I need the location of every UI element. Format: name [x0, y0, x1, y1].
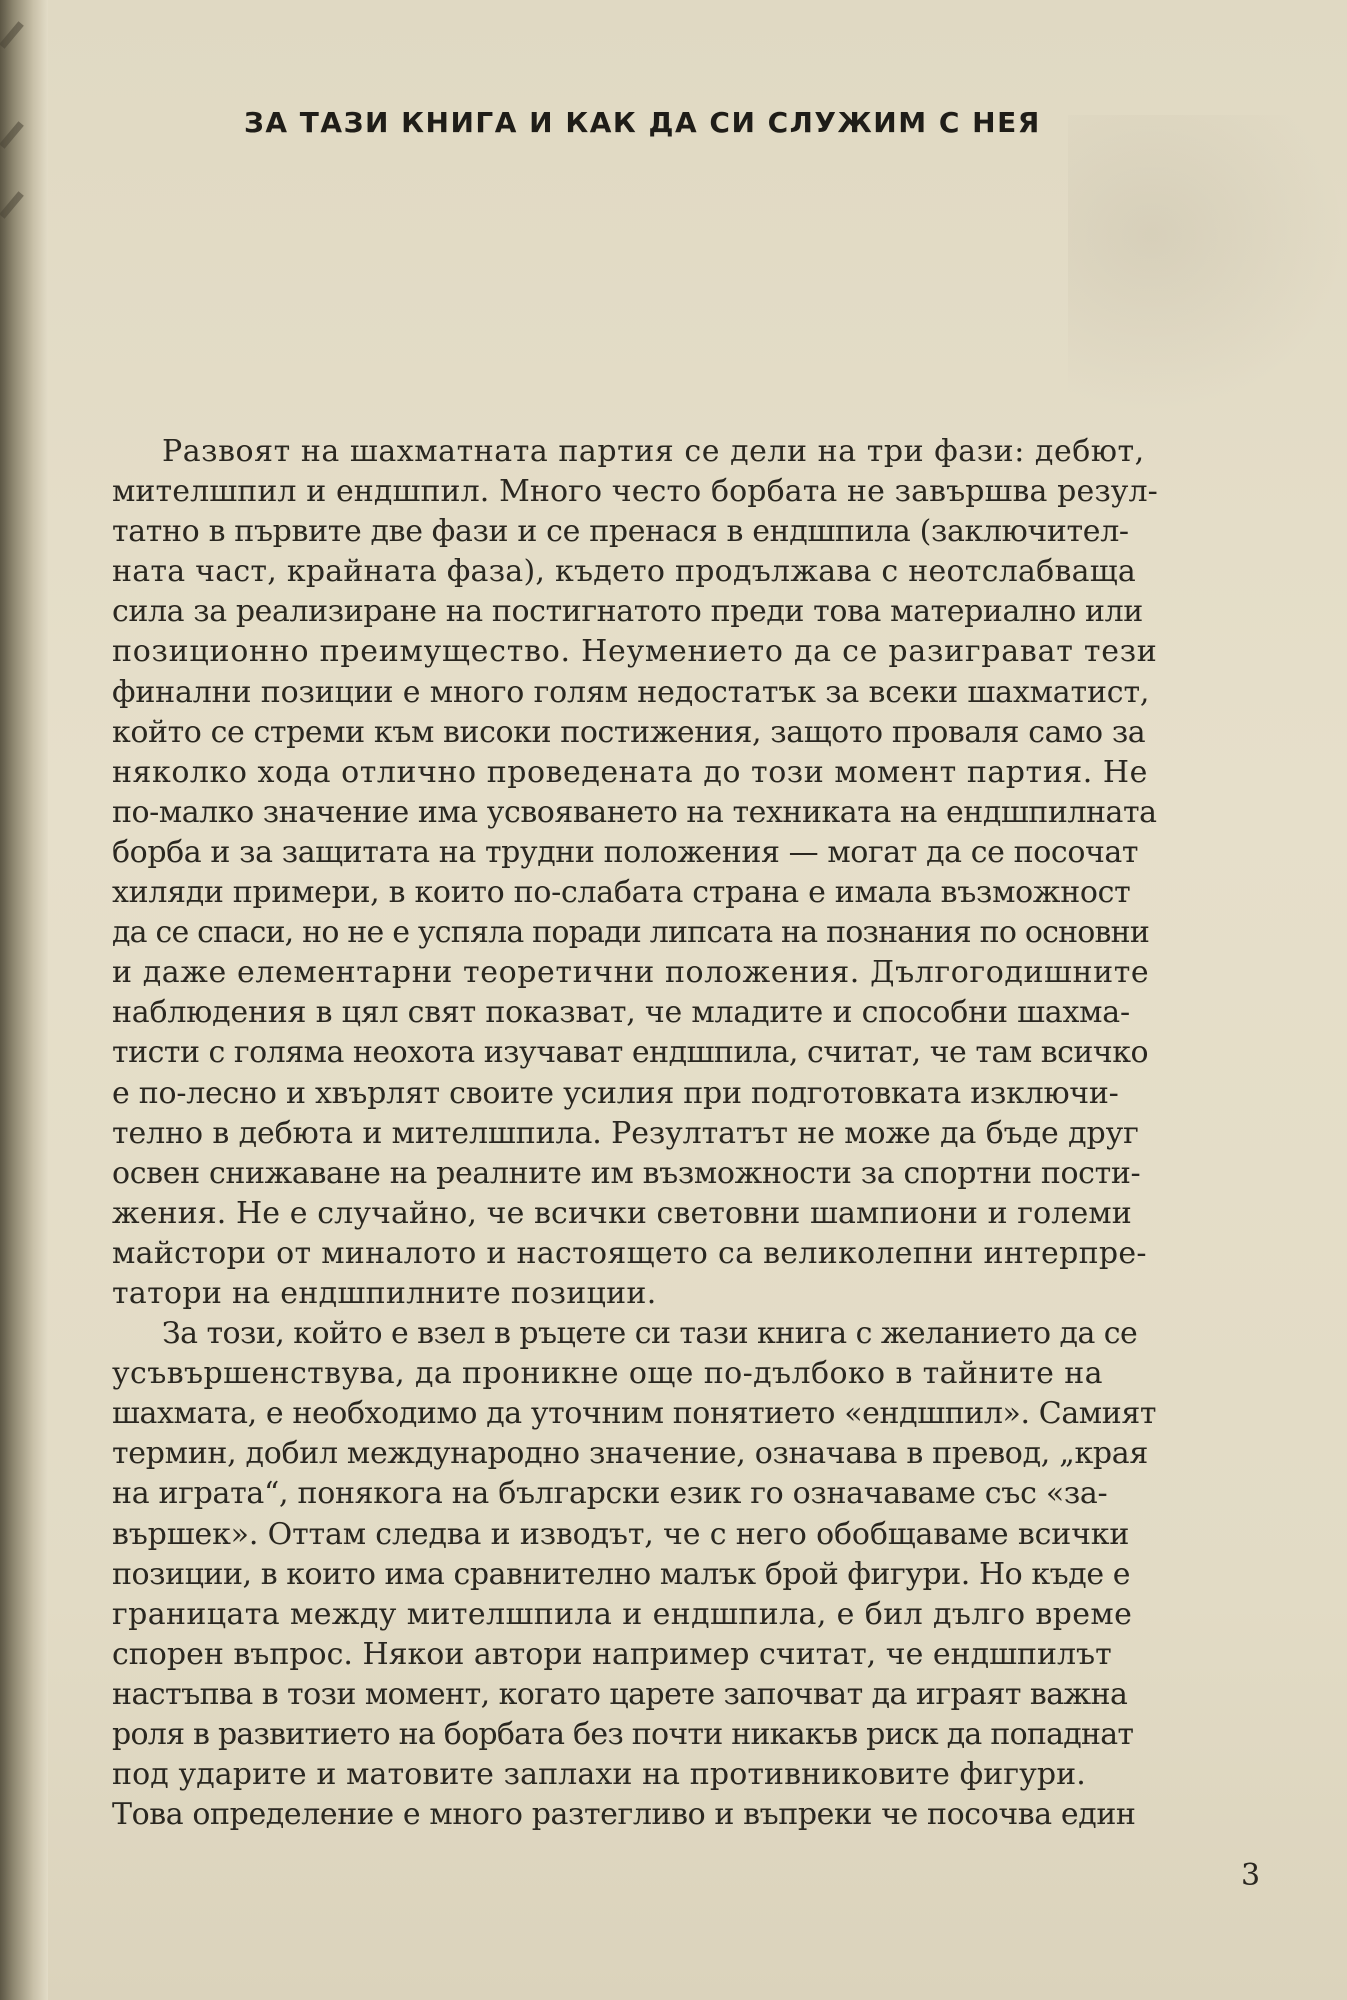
- text-line: Това определение е много разтегливо и въпреки че посочва един: [112, 1797, 1136, 1833]
- text-line: жения. Не е случайно, че всички световни шампиони и големи: [112, 1195, 1132, 1231]
- text-line: и даже елементарни теоретични положения. Дългогодишните: [112, 955, 1150, 991]
- text-line: настъпва в този момент, когато царете започват да играят важна: [112, 1676, 1128, 1712]
- binding-mark: [0, 191, 24, 218]
- text-line: сила за реализиране на постигнатото преди това материално или: [112, 594, 1143, 630]
- text-line: борба и за защитата на трудни положения — могат да се посочат: [112, 834, 1139, 870]
- text-line: по-малко значение има усвояването на техниката на ендшпилната: [112, 794, 1157, 830]
- text-line: вършек». Оттам следва и изводът, че с него обобщаваме всички: [112, 1516, 1130, 1552]
- body-text: [112, 432, 1312, 1835]
- text-line: финални позиции е много голям недостатък за всеки шахматист,: [112, 674, 1150, 710]
- text-line: роля в развитието на борбата без почти никакъв риск да попаднат: [112, 1717, 1134, 1752]
- text-line: позиции, в които има сравнително малък брой фигури. Но къде е: [112, 1556, 1131, 1592]
- text-line: е по-лесно и хвърлят своите усилия при подготовката изключи-: [112, 1075, 1119, 1111]
- text-line: границата между мителшпила и ендшпила, е бил дълго време: [112, 1596, 1133, 1632]
- text-line: За този, който е взел в ръцете си тази книга с желанието да се: [162, 1316, 1138, 1352]
- text-line: позиционно преимущество. Неумението да се разиграват тези: [112, 634, 1158, 670]
- text-line: да се спаси, но не е успяла поради липсата на познания по основни: [112, 915, 1150, 951]
- text-line: наблюдения в цял свят показват, че младите и способни шахма-: [112, 995, 1130, 1031]
- chapter-heading: ЗА ТАЗИ КНИГА И КАК ДА СИ СЛУЖИМ С НЕЯ: [244, 106, 1041, 139]
- text-line: майстори от миналото и настоящето са великолепни интерпре-: [112, 1235, 1147, 1271]
- text-line: усъвършенствува, да проникне още по-дълбоко в тайните на: [112, 1356, 1103, 1392]
- text-line: няколко хода отлично проведената до този момент партия. Не: [112, 754, 1148, 790]
- binding-mark: [0, 121, 24, 148]
- text-line: спорен въпрос. Някои автори например считат, че ендшпилът: [112, 1636, 1112, 1672]
- text-line: татори на ендшпилните позиции.: [112, 1275, 657, 1311]
- text-line: който се стреми към високи постижения, защото проваля само за: [112, 714, 1146, 750]
- text-line: мителшпил и ендшпил. Много често борбата не завършва резул-: [112, 474, 1158, 510]
- text-line: татно в първите две фази и се пренася в ендшпила (заключител-: [112, 514, 1129, 550]
- book-page: [48, 0, 1347, 2000]
- text-line: шахмата, е необходимо да уточним понятието «ендшпил». Самият: [112, 1396, 1157, 1432]
- page-number: 3: [1241, 1858, 1261, 1893]
- text-line: хиляди примери, в които по-слабата страна е имала възможност: [112, 875, 1131, 911]
- text-line: на играта“, понякога на български език го означаваме със «за-: [112, 1476, 1108, 1512]
- binding-mark: [0, 21, 24, 48]
- text-line: Развоят на шахматната партия се дели на три фази: дебют,: [162, 434, 1145, 469]
- text-line: ната част, крайната фаза), където продължава с неотслабваща: [112, 554, 1136, 590]
- text-line: термин, добил международно значение, означава в превод, „края: [112, 1436, 1149, 1472]
- text-line: освен снижаване на реалните им възможности за спортни пости-: [112, 1155, 1141, 1191]
- text-line: тисти с голяма неохота изучават ендшпила, считат, че там всичко: [112, 1035, 1149, 1071]
- text-line: телно в дебюта и мителшпила. Резултатът не може да бъде друг: [112, 1115, 1139, 1151]
- page-gutter-shadow: [0, 0, 48, 2000]
- show-through: [1068, 115, 1347, 415]
- text-line: под ударите и матовите заплахи на противниковите фигури.: [112, 1757, 1086, 1793]
